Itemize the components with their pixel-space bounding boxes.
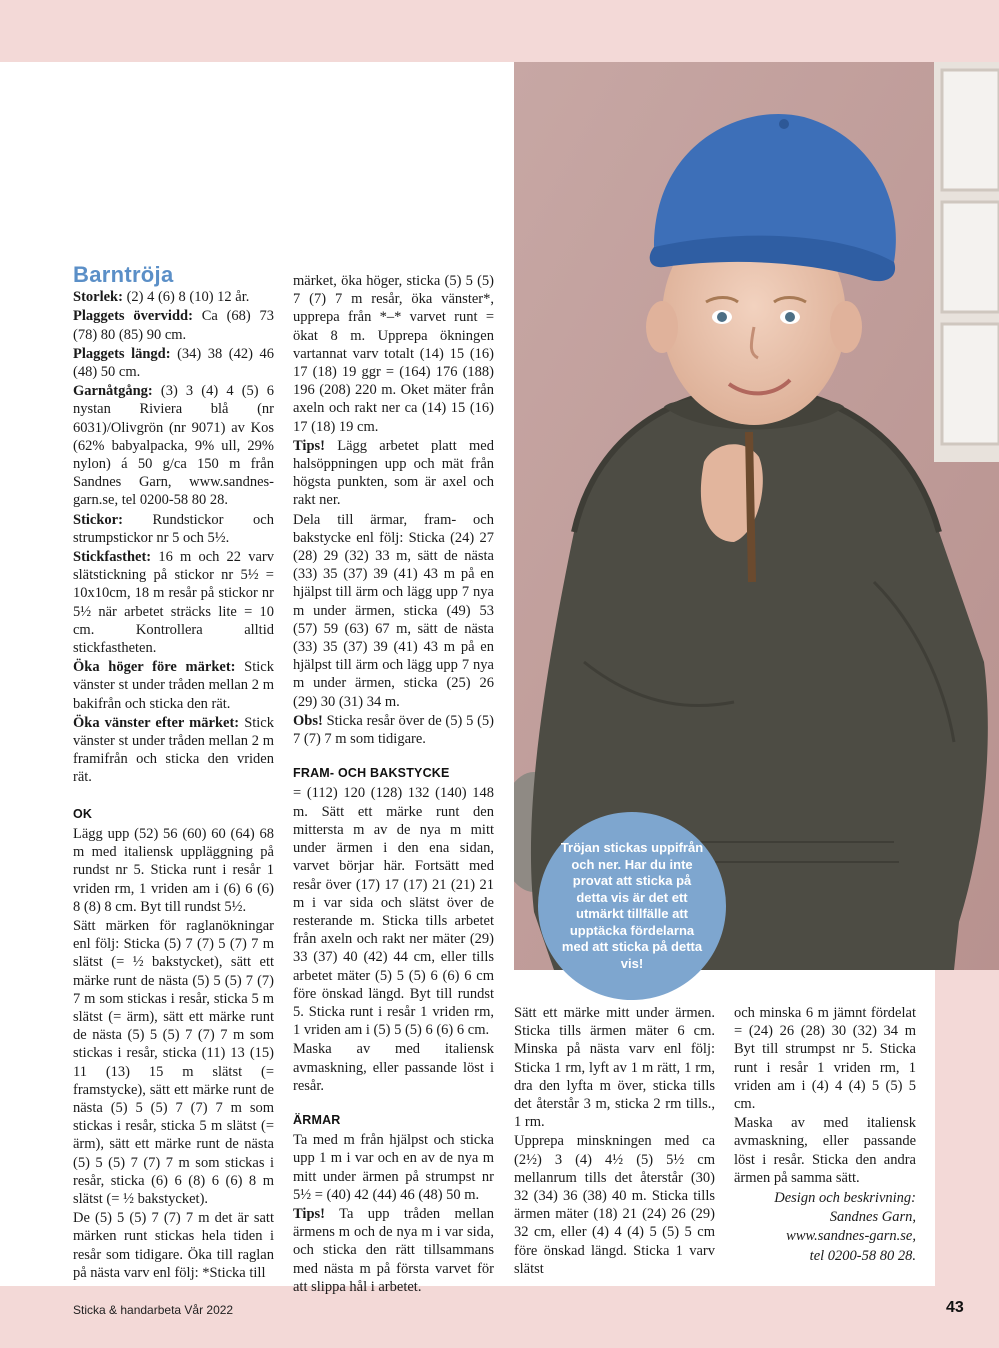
page-number: 43 (946, 1299, 964, 1316)
tips2-text: Ta upp tråden mellan ärmens m och de nya m i var sida, och sticka den rätt tillsammans med nästa m på första varvet för att slippa hål i arbetet. (293, 1205, 494, 1295)
obs-label: Obs! (293, 712, 323, 729)
chest-label: Plaggets övervidd: (73, 308, 193, 325)
increase-left-paragraph (73, 714, 274, 787)
length-label: Plaggets längd: (73, 345, 171, 362)
needles-label: Stickor: (73, 511, 123, 528)
sleeve-paragraph-1: Sätt ett märke mitt under ärmen. Sticka tills ärmen mäter 6 cm. Minska på nästa varv enl följ: Sticka 1 rm, lyft av 1 m rätt, 1 rm, dra den lyfta m över, sticka tills det återstår 3 m, sticka 2 rm tills., 1 rm. (514, 1005, 715, 1131)
needles-paragraph (73, 511, 274, 547)
increase-left-text: Stick vänster st under tråden mellan 2 m framifrån och sticka den vriden rät. (73, 714, 274, 786)
column-4 (734, 1004, 916, 1266)
chest-text: Ca (68) 73 (78) 80 (85) 90 cm. (73, 308, 274, 343)
top-band (0, 0, 999, 62)
yoke-continued: märket, öka höger, sticka (5) 5 (5) 7 (7) 7 m resår, öka vänster*, upprepa från *–* varvet runt = ökat 8 m. Upprepa ökningen vartannat varv totalt (14) 15 (16) 17 (18) 19 ggr = (164) 176 (188) 196 (208) 220 m. Oket mäter från axeln och rakt ner ca (14) 15 (16) 17 (18) 19 cm. (293, 273, 494, 435)
info-bubble (538, 812, 726, 1000)
tips-paragraph (293, 437, 494, 510)
yarn-label: Garnåtgång: (73, 383, 153, 400)
tips2-label: Tips! (293, 1205, 325, 1222)
increase-right-paragraph (73, 658, 274, 713)
info-bubble-text: Tröjan stickas uppifrån och ner. Har du inte provat att sticka på detta vis är det ett utmärkt tillfälle att upptäcka fördelarna med att sticka på detta vis! (560, 840, 704, 971)
yoke-paragraph-3: De (5) 5 (5) 7 (7) 7 m det är satt märken runt stickas hela tiden i resår som tidigare. Öka till raglan på nästa varv enl följ: *Sticka till (73, 1210, 274, 1281)
sleeve-end-paragraph-1: och minska 6 m jämnt fördelat = (24) 26 (28) 30 (32) 34 m Byt till strumpst nr 5. Sticka runt i resår 1 vriden rm, 1 vriden am i (4) 4 (4) 5 (5) 5 cm. (734, 1005, 916, 1113)
credit-line-2: Sandnes Garn, (829, 1209, 916, 1226)
sleeve-end-paragraph-2: Maska av med italiensk avmaskning, eller passande löst i resår. Sticka den andra ärmen på samma sätt. (734, 1115, 916, 1186)
column-3 (514, 1004, 715, 1279)
needles-text: Rundstickor och strumpstickor nr 5 och 5½. (73, 511, 274, 546)
tips-text: Lägg arbetet platt med halsöppningen upp och mät från högsta punkten, som är axel och rakt ner. (293, 437, 494, 509)
gauge-text: 16 m och 22 varv slätstickning på stickor nr 5½ = 10x10cm, 18 m resår på stickor nr 5½ när arbetet sträcks lite = 10 cm. Kontrollera alltid stickfastheten. (73, 549, 274, 657)
yoke-heading: OK (73, 806, 93, 821)
size-text: (2) 4 (6) 8 (10) 12 år. (122, 289, 250, 306)
yarn-paragraph (73, 382, 274, 509)
column-1 (73, 262, 274, 1283)
tips2-paragraph (293, 1205, 494, 1296)
credit-line-1: Design och beskrivning: (774, 1190, 916, 1207)
obs-paragraph (293, 712, 494, 748)
sleeve-paragraph-2: Upprepa minskningen med ca (2½) 3 (4) 4½ (5) 5½ cm mellanrum tills det återstår (30) 32 (34) 36 (38) 40 m. Sticka tills ärmen mäter (18) 21 (24) 26 (29) 32 cm, eller (4) 4 (4) 5 (5) 5 cm före önskad längd. Sticka 1 varv slätst (514, 1133, 715, 1277)
size-label: Storlek: (73, 289, 123, 306)
length-paragraph (73, 345, 274, 381)
gauge-label: Stickfasthet: (73, 549, 152, 566)
increase-right-text: Stick vänster st under tråden mellan 2 m bakifrån och sticka den rät. (73, 659, 274, 712)
body-paragraph-2: Maska av med italiensk avmaskning, eller passande löst i resår. (293, 1041, 494, 1094)
credit-line-4: tel 0200-58 80 28. (809, 1247, 916, 1264)
gauge-paragraph (73, 548, 274, 657)
chest-paragraph (73, 307, 274, 343)
bottom-band (0, 1286, 999, 1348)
body-heading: FRAM- OCH BAKSTYCKE (293, 766, 450, 781)
length-text: (34) 38 (42) 46 (48) 50 cm. (73, 345, 274, 381)
sleeves-heading: ÄRMAR (293, 1112, 341, 1127)
size-paragraph (73, 288, 274, 306)
article-title: Barntröja (73, 262, 174, 287)
tips-label: Tips! (293, 437, 325, 454)
divide-paragraph: Dela till ärmar, fram- och bakstycke enl följ: Sticka (24) 27 (28) 29 (32) 33 m, sätt de nästa (33) 35 (37) 39 (41) 43 m på en hjälpst till ärm och lägg upp 7 nya m under ärmen, sticka (49) 53 (57) 59 (63) 67 m, sätt de nästa (33) 35 (37) 39 (41) 43 m på en hjälpst till ärm och lägg upp 7 nya m under ärmen, sticka (25) 26 (29) 30 (31) 34 m. (293, 511, 494, 710)
increase-left-label: Öka vänster efter märket: (73, 714, 240, 731)
increase-right-label: Öka höger före märket: (73, 659, 236, 676)
yoke-paragraph-2: Sätt märken för raglanökningar enl följ: Sticka (5) 7 (7) 5 (7) 7 m slätst (= ½ bakstycket), sätt ett märke runt de nästa (5) 5 (5) 7 (7) 7 m som stickas i resår, sticka 5 m slätst (= ärm), sätt ett märke runt de nästa (5) 5 (5) 7 (7) 7 m som stickas i resår, sticka (11) 13 (15) 11 (13) 15 m slätst (= framstycke), sätt ett märke runt de nästa (5) 5 (5) 7 (7) 7 m som stickas i resår, sticka 5 m slätst (= ärm), sätt ett märke runt de nästa (5) 5 (5) 7 (7) 7 m som stickas i resår, sticka (6) 6 (8) 6 (6) 8 m slätst (= ½ bakstycket). (73, 917, 274, 1207)
credit-line-3: www.sandnes-garn.se, (786, 1228, 916, 1245)
column-2 (293, 272, 494, 1297)
obs-text: Sticka resår över de (5) 5 (5) 7 (7) 7 m som tidigare. (293, 712, 494, 748)
magazine-footer: Sticka & handarbeta Vår 2022 (73, 1303, 234, 1317)
sleeves-paragraph-1: Ta med m från hjälpst och sticka upp 1 m i var och en av de nya m mitt under ärmen på strumpst nr 5½ = (40) 42 (44) 46 (48) 50 m. (293, 1132, 494, 1203)
body-paragraph-1: = (112) 120 (128) 132 (140) 148 m. Sätt ett märke runt den mittersta m av de nya m mitt under ärmen i den ena sidan, varvet börjar här. Fortsätt med resår över (17) 17 (17) 21 (21) 21 m i var sida och slätst över de resterande m. Sticka tills arbetet från axeln och rakt ner mäter (29) 33 (37) 40 (42) 44 cm, eller tills arbetet mäter (5) 5 (5) 6 (6) 6 cm före önskad längd. Byt till rundst 5. Sticka runt i resår 1 vriden rm, 1 vriden am i (5) 5 (5) 6 (6) 6 cm. (293, 785, 494, 1039)
yarn-text: (3) 3 (4) 4 (5) 6 nystan Riviera blå (nr 6031)/Olivgrön (nr 9071) av Kos (62% babyalpacka, 9% ull, 29% nylon) á 50 g/ca 150 m från Sandnes Garn, www.sandnes-garn.se, tel 0200-58 80 28. (73, 383, 274, 509)
yoke-paragraph-1: Lägg upp (52) 56 (60) 60 (64) 68 m med italiensk uppläggning på rundst nr 5. Sticka runt i resår 1 vriden rm, 1 vriden am i (6) 6 (6) 8 (8) 8 cm. Byt till rundst 5½. (73, 825, 274, 915)
